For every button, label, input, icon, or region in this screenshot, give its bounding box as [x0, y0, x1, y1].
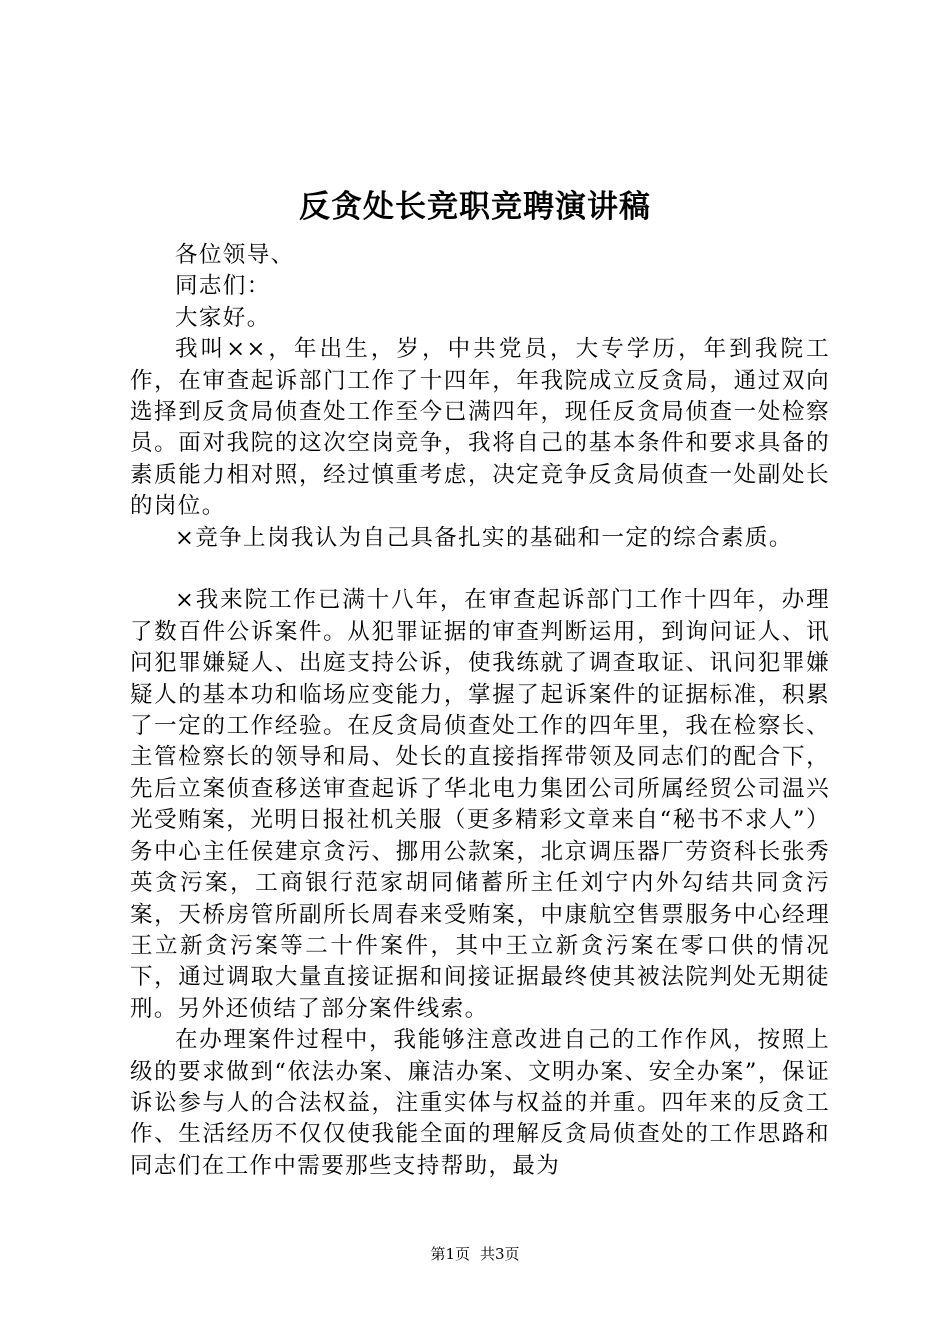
salutation-leaders: 各位领导、	[175, 242, 295, 268]
page-total: 共3页	[480, 1245, 520, 1263]
paragraph-intro: 我叫××，年出生，岁，中共党员，大专学历，年到我院工作，在审查起诉部门工作了十四年，年我院成立反贪局，通过双向选择到反贪局侦查处工作至今已满四年，现任反贪局侦查一处检察员。面对我院的这次空岗竞争，我将自己的基本条件和要求具备的素质能力相对照，经过慎重考虑，决定竞争反贪局侦查一处副处长的岗位。	[130, 336, 830, 520]
page-number: 第1页	[430, 1245, 470, 1263]
document-body	[130, 240, 830, 1182]
greeting: 大家好。	[175, 304, 271, 331]
salutation-comrades: 同志们：	[175, 273, 271, 300]
paragraph-work-style: 在办理案件过程中，我能够注意改进自己的工作作风，按照上级的要求做到“依法办案、廉洁办案、文明办案、安全办案”，保证诉讼参与人的合法权益，注重实体与权益的并重。四年来的反贪工作、生活经历不仅仅使我能全面的理解反贪局侦查处的工作思路和同志们在工作中需要那些支持帮助，最为	[130, 1027, 830, 1179]
paragraph-experience: ×我来院工作已满十八年，在审查起诉部门工作十四年，办理了数百件公诉案件。从犯罪证据的审查判断运用，到询问证人、讯问犯罪嫌疑人、出庭支持公诉，使我练就了调查取证、讯问犯罪嫌疑人的基本功和临场应变能力，掌握了起诉案件的证据标准，积累了一定的工作经验。在反贪局侦查处工作的四年里，我在检察长、主管检察长的领导和局、处长的直接指挥带领及同志们的配合下，先后立案侦查移送审查起诉了华北电力集团公司所属经贸公司温兴光受贿案，光明日报社机关服（更多精彩文章来自“秘书不求人”）务中心主任侯建京贪污、挪用公款案，北京调压器厂劳资科长张秀英贪污案，工商银行范家胡同储蓄所主任刘宁内外勾结共同贪污案，天桥房管所副所长周春来受贿案，中康航空售票服务中心经理王立新贪污案等二十件案件，其中王立新贪污案在零口供的情况下，通过调取大量直接证据和间接证据最终使其被法院判处无期徒刑。另外还侦结了部分案件线索。	[130, 587, 830, 1022]
page-footer	[0, 1242, 950, 1266]
document-title: 反贪处长竞职竞聘演讲稿	[299, 189, 651, 225]
paragraph-claim: ×竞争上岗我认为自己具备扎实的基础和一定的综合素质。	[175, 524, 793, 551]
